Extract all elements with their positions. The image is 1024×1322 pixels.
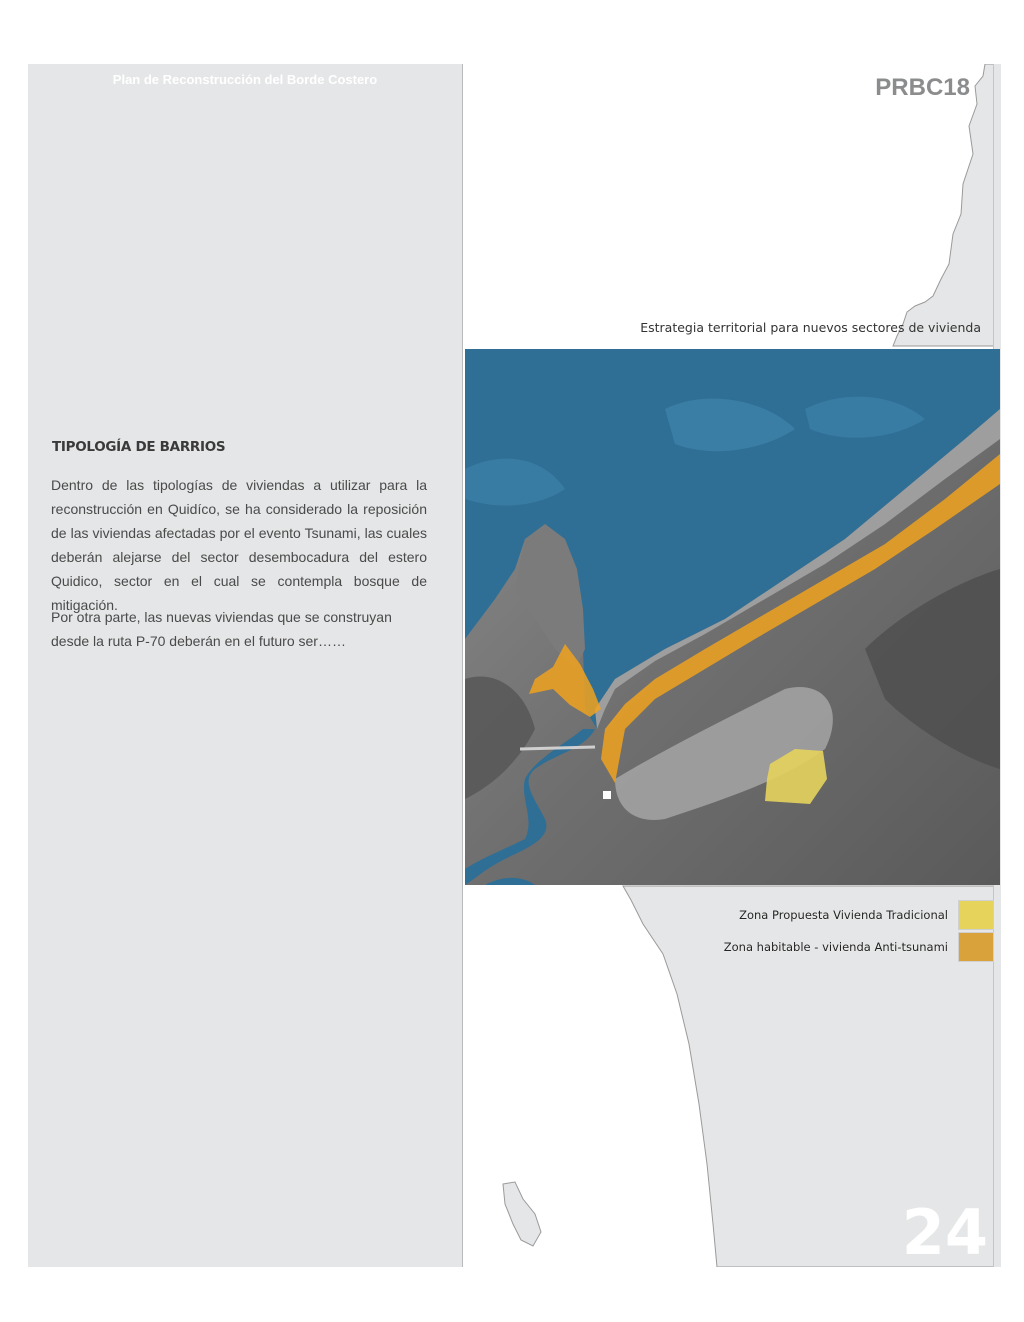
plan-title: Plan de Reconstrucción del Borde Costero	[112, 72, 378, 87]
body-paragraph: Por otra parte, las nuevas viviendas que se construyan desde la ruta P-70 deberán en el futuro ser……	[51, 609, 392, 649]
body-paragraph: Dentro de las tipologías de viviendas a utilizar para la reconstrucción en Quidíco, se ha considerado la reposición de las viviendas afectadas por el evento Tsunami, las cuales deberán alejarse del sector desembocadura del estero Quidico, sector en el cual se contempla bosque de mitigación.	[51, 477, 427, 613]
section-title: TIPOLOGÍA DE BARRIOS	[52, 439, 226, 455]
legend-swatch-orange	[958, 932, 994, 962]
document-code: PRBC18	[875, 74, 970, 101]
legend-label: Zona Propuesta Vivienda Tradicional	[739, 908, 948, 922]
left-panel	[28, 64, 462, 1267]
page-number: 24	[901, 1196, 988, 1269]
map-caption: Estrategia territorial para nuevos sectores de vivienda	[640, 320, 981, 335]
aerial-map-image	[465, 349, 1000, 885]
legend-swatch-yellow	[958, 900, 994, 930]
legend-item-anti-tsunami	[724, 932, 994, 962]
legend-item-traditional	[739, 900, 994, 930]
aerial-map	[465, 349, 1000, 885]
legend-label: Zona habitable - vivienda Anti-tsunami	[723, 940, 948, 954]
